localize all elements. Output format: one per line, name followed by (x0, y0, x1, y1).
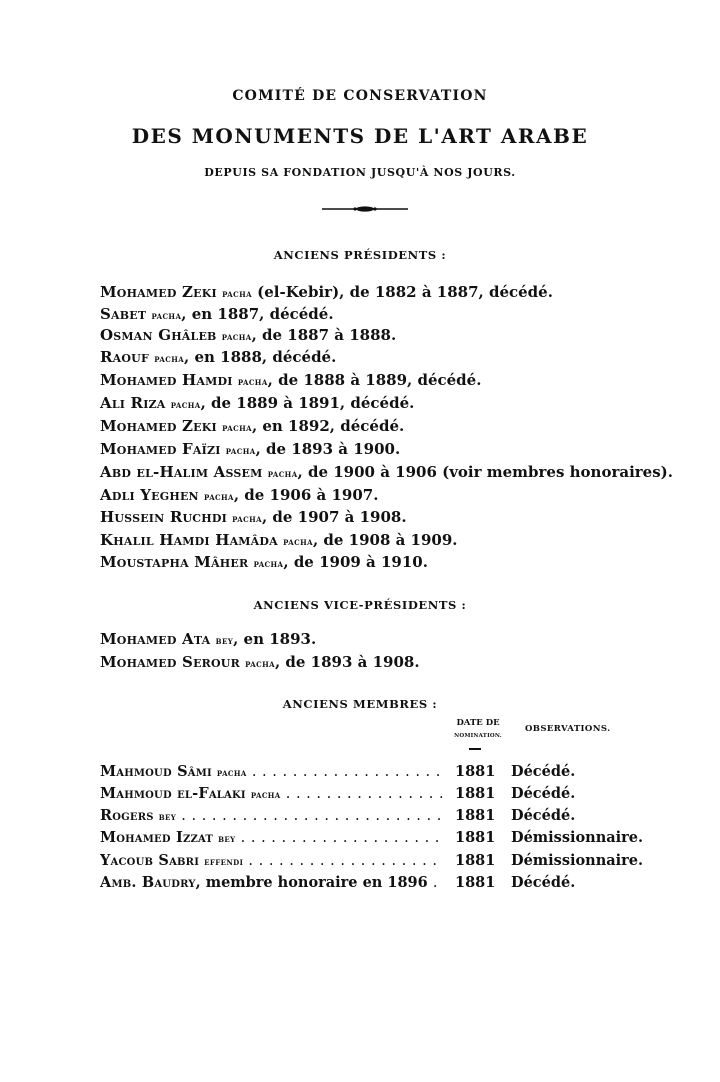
nomination-date: 1881 (455, 763, 496, 780)
member-cell (100, 807, 442, 824)
person-title: bey (215, 636, 234, 647)
person-name: Mohamed Serour (100, 653, 240, 671)
nomination-date: 1881 (455, 852, 496, 869)
table-row (100, 763, 660, 785)
person-title: pacha (237, 377, 268, 388)
vice-presidents-heading: ANCIENS VICE-PRÉSIDENTS : (253, 598, 467, 612)
members-heading: ANCIENS MEMBRES : (282, 697, 438, 711)
entry-details: , membre honoraire en 1896 (195, 874, 428, 891)
person-title: pacha (222, 423, 252, 434)
person-title: pacha (216, 768, 247, 779)
entry-details: , de 1907 à 1908. (261, 508, 407, 526)
observation: Décédé. (511, 807, 576, 824)
person-name: Mohamed Hamdi (100, 371, 233, 389)
nomination-date: 1881 (455, 807, 496, 824)
person-name: Mahmoud el-Falaki (100, 785, 246, 802)
vice-president-entry (100, 630, 660, 648)
entry-details: , en 1888, décédé. (184, 348, 337, 366)
president-entry (100, 283, 660, 301)
president-entry (100, 348, 660, 366)
column-header-date-sublabel: NOMINATION. (454, 733, 502, 739)
president-entry (100, 508, 660, 526)
person-title: pacha (221, 332, 252, 343)
person-name: Adli Yeghen (100, 486, 199, 504)
entry-details: , de 1887 à 1888. (251, 326, 397, 344)
ornament-divider-icon (322, 206, 408, 212)
member-cell (100, 874, 442, 891)
member-cell (100, 763, 442, 780)
person-title: pacha (283, 537, 313, 548)
person-name: Khalil Hamdi Hamâda (100, 531, 278, 549)
person-name: Raouf (100, 348, 149, 366)
person-name: Mohamed Ata (100, 630, 211, 648)
column-header-observations: OBSERVATIONS. (525, 724, 611, 734)
observation: Décédé. (511, 874, 576, 891)
person-title: pacha (253, 559, 284, 570)
entry-details: , en 1893. (233, 630, 317, 648)
president-entry (100, 417, 660, 435)
entry-details: , de 1893 à 1900. (255, 440, 401, 458)
person-title: pacha (222, 289, 252, 300)
entry-details: (el-Kebir), de 1882 à 1887, décédé. (251, 283, 553, 301)
entry-details: , de 1893 à 1908. (274, 653, 420, 671)
table-row (100, 829, 660, 851)
nomination-date: 1881 (455, 829, 496, 846)
entry-details: , de 1906 à 1907. (233, 486, 379, 504)
observation: Décédé. (511, 763, 576, 780)
observation: Démissionnaire. (511, 852, 644, 869)
entry-details: , de 1909 à 1910. (283, 553, 428, 571)
person-name: Mohamed Zeki (100, 283, 217, 301)
person-title: pacha (232, 514, 262, 525)
person-name: Mohamed Faïzi (100, 440, 221, 458)
person-title: pacha (170, 400, 201, 411)
president-entry (100, 531, 660, 549)
entry-details: , de 1889 à 1891, décédé. (200, 394, 415, 412)
person-title: pacha (245, 659, 275, 670)
vice-president-entry (100, 653, 660, 671)
person-name: Moustapha Mâher (100, 553, 249, 571)
member-cell (100, 785, 442, 802)
column-header-date (448, 717, 508, 743)
person-name: Yacoub Sabri (100, 852, 200, 869)
entry-details: , en 1892, décédé. (251, 417, 405, 435)
person-title: bey (158, 812, 177, 823)
nomination-date: 1881 (455, 874, 496, 891)
person-title: pacha (154, 354, 185, 365)
president-entry (100, 440, 660, 458)
observation: Décédé. (511, 785, 576, 802)
person-name: Osman Ghâleb (100, 326, 217, 344)
person-name: Mahmoud Sâmi (100, 763, 212, 780)
page-title: DES MONUMENTS DE L'ART ARABE (131, 124, 589, 148)
table-row (100, 852, 660, 874)
header-line-1: COMITÉ DE CONSERVATION (232, 88, 488, 104)
table-row (100, 785, 660, 807)
person-name: Mohamed Izzat (100, 829, 214, 846)
person-title: pacha (267, 469, 298, 480)
president-entry (100, 305, 660, 323)
person-title: bey (218, 834, 236, 845)
president-entry (100, 326, 660, 344)
column-header-date-label: DATE DE (456, 718, 500, 728)
person-title: pacha (204, 492, 234, 503)
person-name: Mohamed Zeki (100, 417, 217, 435)
entry-details: , de 1900 à 1906 (voir membres honoraires). (297, 463, 673, 481)
president-entry (100, 463, 673, 481)
entry-details: , en 1887, décédé. (181, 305, 334, 323)
member-cell (100, 829, 442, 846)
president-entry (100, 553, 660, 571)
table-row (100, 874, 660, 896)
observation: Démissionnaire. (511, 829, 644, 846)
president-entry (100, 486, 660, 504)
person-name: Hussein Ruchdi (100, 508, 227, 526)
person-name: Amb. Baudry (100, 874, 196, 891)
presidents-heading: ANCIENS PRÉSIDENTS : (273, 248, 447, 262)
person-title: effendi (204, 857, 244, 868)
table-row (100, 807, 660, 829)
president-entry (100, 371, 660, 389)
person-name: Sabet (100, 305, 147, 323)
member-cell (100, 852, 442, 869)
entry-details: , de 1888 à 1889, décédé. (267, 371, 482, 389)
column-rule (469, 748, 481, 750)
person-title: pacha (225, 446, 256, 457)
entry-details: , de 1908 à 1909. (312, 531, 458, 549)
person-name: Abd el-Halim Assem (100, 463, 263, 481)
president-entry (100, 394, 660, 412)
person-name: Ali Riza (100, 394, 166, 412)
person-title: pacha (250, 790, 281, 801)
header-subtitle: DEPUIS SA FONDATION JUSQU'À NOS JOURS. (204, 166, 516, 179)
person-name: Rogers (100, 807, 154, 824)
nomination-date: 1881 (455, 785, 496, 802)
person-title: pacha (151, 311, 182, 322)
